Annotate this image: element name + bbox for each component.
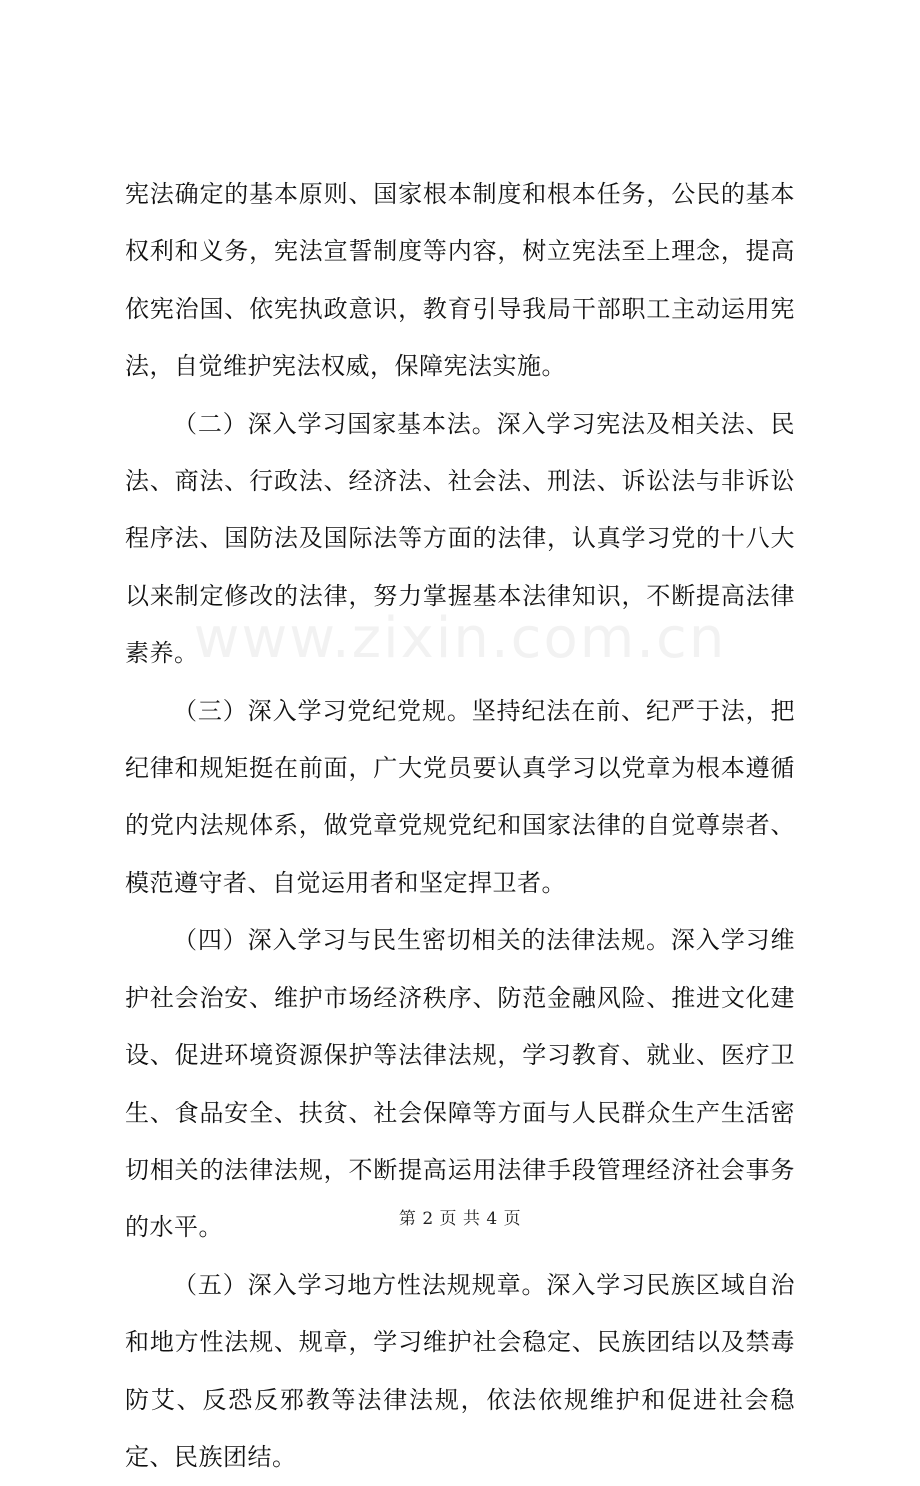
document-body — [125, 166, 795, 1486]
paragraph-section-5: （五）深入学习地方性法规规章。深入学习民族区域自治和地方性法规、规章，学习维护社会稳定、民族团结以及禁毒防艾、反恐反邪教等法律法规，依法依规维护和促进社会稳定、民族团结。 — [125, 1270, 795, 1471]
paragraph-continuation: 宪法确定的基本原则、国家根本制度和根本任务，公民的基本权利和义务，宪法宣誓制度等内容，树立宪法至上理念，提高依宪治国、依宪执政意识，教育引导我局干部职工主动运用宪法，自觉维护宪法权威，保障宪法实施。 — [125, 180, 795, 381]
page-number-footer: 第 2 页 共 4 页 — [398, 1209, 522, 1229]
paragraph-section-3: （三）深入学习党纪党规。坚持纪法在前、纪严于法，把纪律和规矩挺在前面，广大党员要认真学习以党章为根本遵循的党内法规体系，做党章党规党纪和国家法律的自觉尊崇者、模范遵守者、自觉运用者和坚定捍卫者。 — [125, 696, 795, 897]
paragraph-section-2: （二）深入学习国家基本法。深入学习宪法及相关法、民法、商法、行政法、经济法、社会法、刑法、诉讼法与非诉讼程序法、国防法及国际法等方面的法律，认真学习党的十八大以来制定修改的法律，努力掌握基本法律知识，不断提高法律素养。 — [125, 409, 795, 668]
paragraph-section-4: （四）深入学习与民生密切相关的法律法规。深入学习维护社会治安、维护市场经济秩序、防范金融风险、推进文化建设、促进环境资源保护等法律法规，学习教育、就业、医疗卫生、食品安全、扶贫、社会保障等方面与人民群众生产生活密切相关的法律法规，不断提高运用法律手段管理经济社会事务的水平。 — [125, 926, 795, 1242]
watermark: www.zixin.com.cn — [193, 606, 727, 671]
